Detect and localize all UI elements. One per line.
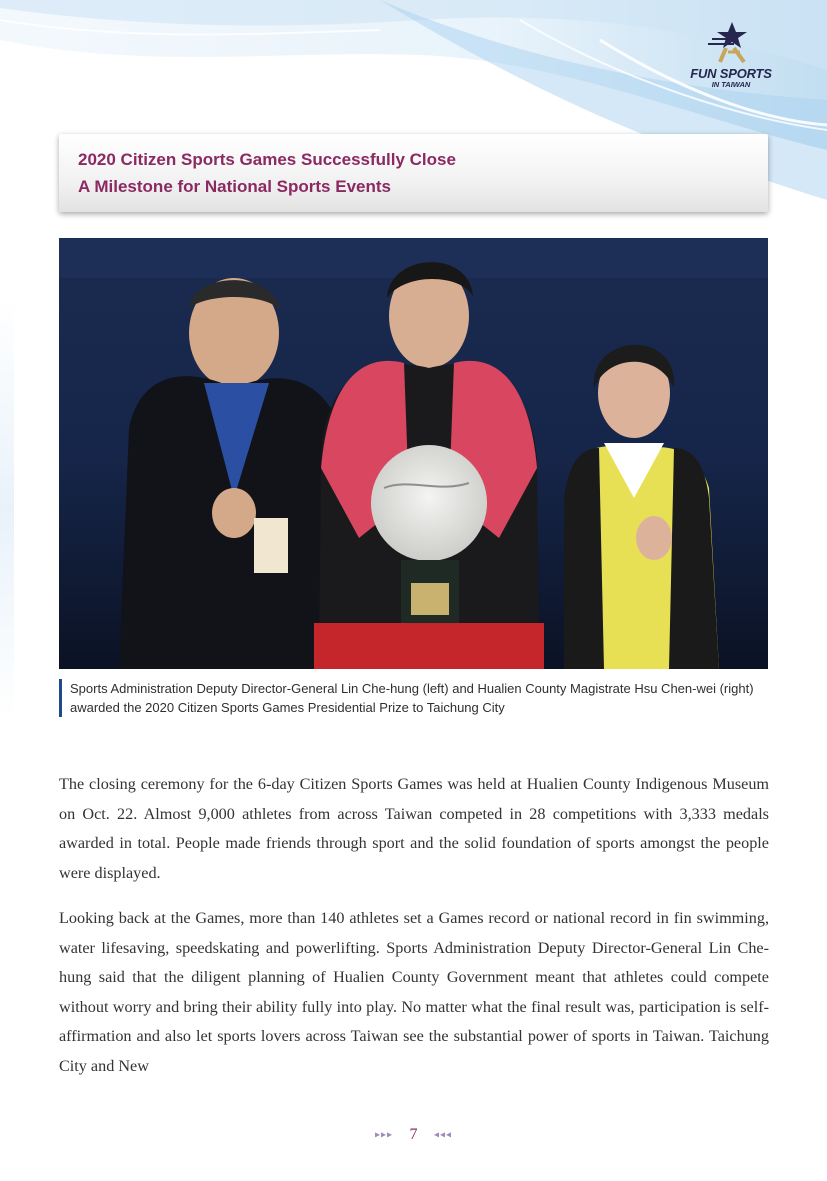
running-figure-star-icon — [706, 22, 756, 64]
left-arrows-icon: ▸▸▸ — [374, 1129, 394, 1141]
ceremony-photo — [59, 238, 768, 669]
page-footer — [0, 1126, 827, 1144]
fun-sports-logo — [686, 22, 776, 92]
photo-caption — [59, 679, 774, 717]
photo-caption-text: Sports Administration Deputy Director-General Lin Che-hung (left) and Hualien County Magistrate Hsu Chen-wei (right) awarded the 2020 Citizen Sports Games Presidential Prize to Taichung City — [70, 681, 754, 715]
page-number: 7 — [409, 1126, 418, 1143]
article-title-line2: A Milestone for National Sports Events — [78, 177, 391, 196]
logo-text-sub: IN TAIWAN — [711, 80, 751, 89]
logo-text-main: FUN SPORTS — [690, 66, 772, 81]
article-title-line1: 2020 Citizen Sports Games Successfully Close — [78, 150, 456, 169]
body-paragraph-1: The closing ceremony for the 6-day Citizen Sports Games was held at Hualien County Indigenous Museum on Oct. 22. Almost 9,000 athletes from across Taiwan competed in 28 competitions with 3,333 medals awarded in total. People made friends through sport and the solid foundation of sports amongst the people were displayed. — [59, 775, 769, 882]
award-ceremony-photo — [59, 238, 768, 669]
right-arrows-icon: ◂◂◂ — [433, 1129, 453, 1141]
side-accent — [0, 300, 14, 720]
article-title-box — [59, 134, 768, 212]
body-paragraph-2: Looking back at the Games, more than 140 athletes set a Games record or national record in fin swimming, water lifesaving, speedskating and powerlifting. Sports Administration Deputy Director-General Lin Che-hung said that the diligent planning of Hualien County Government meant that athletes could compete without worry and bring their ability fully into play. No matter what the final result was, participation is self-affirmation and also let sports lovers across Taiwan see the substantial power of sports in Taiwan. Taichung City and New — [59, 909, 769, 1075]
